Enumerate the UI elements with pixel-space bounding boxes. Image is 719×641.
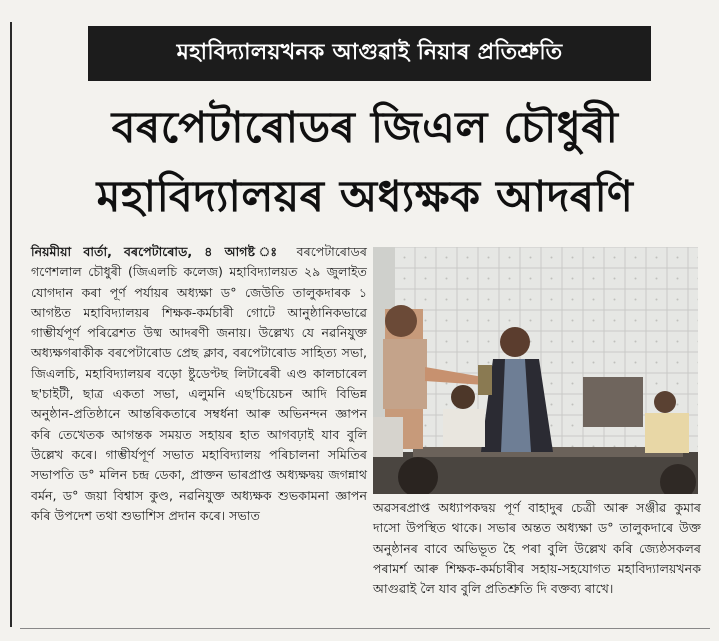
- headline-line-2: মহাবিদ্যালয়ৰ অধ্যক্ষক আদৰণি: [96, 172, 634, 222]
- kicker-banner: মহাবিদ্যালয়খনক আগুৱাই নিয়াৰ প্ৰতিশ্ৰুতি: [88, 26, 651, 81]
- event-photo-illustration: [373, 247, 698, 494]
- column-rule: [10, 22, 12, 627]
- headline-line-1: বৰপেটাৰোডৰ জিএল চৌধুৰী: [111, 103, 619, 153]
- event-photo: [373, 247, 698, 494]
- bottom-rule: [20, 628, 710, 629]
- article-column-left: [31, 242, 367, 526]
- article-column-right: [373, 498, 701, 599]
- article-body-left: বৰপেটাৰোডৰ গণেশলাল চৌধুৰী (জিএলচি কলেজ) মহাবিদ্যালয়ত ২৯ জুলাইত যোগদান কৰা পূৰ্ণ পৰ্যায়ৰ অধ্যক্ষা ড° জেউতি তালুকদাৰক ১ আগষ্টত মহাবিদ্যালয়ৰ শিক্ষক-কৰ্মচাৰী গোটে আনুষ্ঠানিকভাৱে গাম্ভীৰ্যপূৰ্ণ পৰিৱেশত উষ্ম আদৰণী জনায়। উল্লেখ্য যে নৱনিযুক্ত অধ্যক্ষগৰাকীক বৰপেটাৰোড প্ৰেছ ক্লাব, বৰপেটাৰোড সাহিত্য সভা, জিএলচি, মহাবিদ্যালয়ৰ বড়ো ষ্টুডেণ্টছ লিটাৰেৰী এণ্ড কালচাৰেল ছ'চাইটী, ছাত্ৰ একতা সভা, এলুমনি এছ'চিয়েচন আদি বিভিন্ন অনুষ্ঠান-প্ৰতিষ্ঠানে আন্তৰিকতাৰে সম্বৰ্ধনা আৰু অভিনন্দন জ্ঞাপন কৰি তেখেতক আগন্তক সময়ত সহায়ৰ হাত আগবঢ়াই যাব বুলি উল্লেখ কৰে। গাম্ভীৰ্যপূৰ্ণ সভাত মহাবিদ্যালয় পৰিচালনা সমিতিৰ সভাপতি ড° মলিন চন্দ্ৰ ডেকা, প্ৰাক্তন ভাৰপ্ৰাপ্ত অধ্যক্ষদ্বয় জগন্নাথ বৰ্মন, ড° জয়া বিশ্বাস কুণ্ড, নৱনিযুক্ত অধ্যক্ষক শুভকামনা জ্ঞাপন কৰি উপদেশ তথা শুভাশিস প্ৰদান কৰে। সভাত: [31, 244, 367, 523]
- dateline: নিয়মীয়া বাৰ্তা, বৰপেটাৰোড, ৪ আগষ্ট ঃ: [31, 244, 285, 259]
- article-paragraph: [31, 242, 367, 526]
- article-body-right: অৱসৰপ্ৰাপ্ত অধ্যাপকদ্বয় পূৰ্ণ বাহাদুৰ চেত্ৰী আৰু সঞ্জীৱ কুমাৰ দাসো উপস্থিত থাকে। সভাৰ অন্তত অধ্যক্ষা ড° তালুকদাৰে উক্ত অনুষ্ঠানৰ বাবে অভিভূত হৈ পৰা বুলি উল্লেখ কৰি জ্যেষ্ঠসকলৰ পৰামৰ্শ আৰু শিক্ষক-কৰ্মচাৰীৰ সহায়-সহযোগত মহাবিদ্যালয়খনক আগুৱাই লৈ যাব বুলি প্ৰতিশ্ৰুতি দি বক্তব্য ৰাখে।: [373, 500, 701, 597]
